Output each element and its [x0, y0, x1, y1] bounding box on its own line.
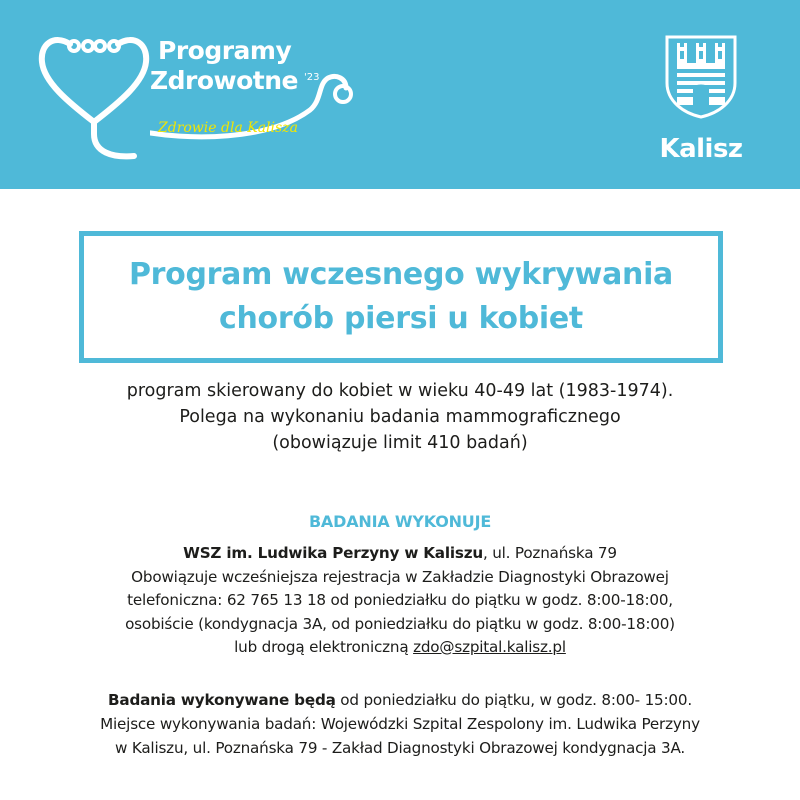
program-description: [40, 378, 760, 456]
section-heading: BADANIA WYKONUJE: [308, 512, 492, 531]
brand-title-line2: Zdrowotne: [150, 66, 299, 95]
program-title-box: [79, 231, 723, 363]
description-line1: program skierowany do kobiet w wieku 40-49 lat (1983-1974).: [126, 381, 674, 401]
facility-line: [20, 542, 780, 566]
brand-title-line1: Programy: [158, 36, 292, 65]
facility-details: [20, 542, 780, 660]
schedule-hours: od poniedziałku do piątku, w godz. 8:00- 15:00.: [335, 691, 692, 709]
schedule-line3: w Kaliszu, ul. Poznańska 79 - Zakład Diagnostyki Obrazowej kondygnacja 3A.: [114, 739, 685, 757]
header-banner: [0, 0, 800, 189]
city-name: Kalisz: [659, 134, 743, 164]
schedule-line2: Miejsce wykonywania badań: Wojewódzki Szpital Zespolony im. Ludwika Perzyny: [100, 715, 700, 733]
description-line2: Polega na wykonaniu badania mammograficznego: [179, 407, 621, 427]
email-prefix: lub drogą elektroniczną: [234, 638, 414, 656]
program-title-line2: chorób piersi u kobiet: [219, 301, 583, 336]
program-title-line1: Program wczesnego wykrywania: [128, 257, 674, 292]
facility-address: , ul. Poznańska 79: [482, 544, 617, 562]
phone-line: telefoniczna: 62 765 13 18 od poniedziałku do piątku w godz. 8:00-18:00,: [127, 591, 673, 609]
in-person-line: osobiście (kondygnacja 3A, od poniedziałku do piątku w godz. 8:00-18:00): [125, 614, 675, 633]
schedule-lead: Badania wykonywane będą: [108, 691, 336, 709]
brand-tagline: Zdrowie dla Kalisza: [158, 120, 298, 136]
schedule-line1: [20, 688, 780, 712]
program-title: [129, 253, 673, 341]
stethoscope-heart-logo-icon: [34, 26, 154, 176]
registration-line: Obowiązuje wcześniejsza rejestracja w Zakładzie Diagnostyki Obrazowej: [131, 567, 669, 586]
schedule-details: [20, 688, 780, 760]
email-link[interactable]: zdo@szpital.kalisz.pl: [413, 638, 566, 656]
facility-name: WSZ im. Ludwika Perzyny w Kaliszu: [183, 544, 483, 562]
email-line: [20, 636, 780, 660]
brand-year: '23: [304, 72, 320, 83]
city-crest-icon: [663, 33, 739, 119]
description-line3: (obowiązuje limit 410 badań): [272, 433, 528, 453]
